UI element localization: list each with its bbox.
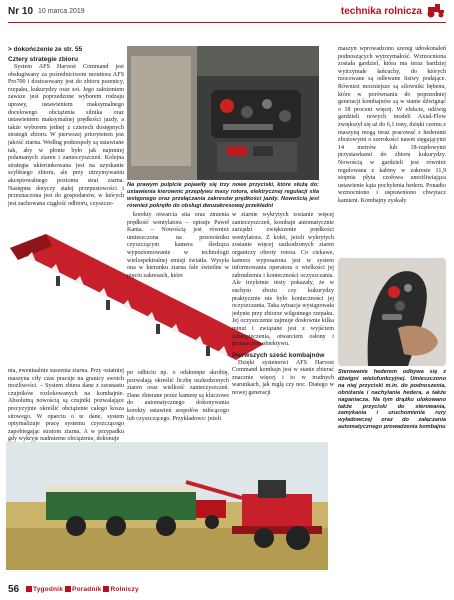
paragraph: w ziarnie wykrytych zostanie więcej zanieczyszczeń, kombajn automatycznie zarządzi zwiększenie prędkości wentylatora. Z kolei, jeżeli wykrytych zostanie więcej uszkodzonych ziaren organiczy obroty rotora. Co ciekawe, kamera wyposażona jest w system informowania operatora o wielkości jej zabrudzenia i konieczności oczyszczania. Ale trzyletnie testy pokazały, że w suchym zbożu czy kukurydzy praktycznie nie było konieczności jej oczyszczania. Taka sytuacja wystąpowała jedynie przy zbiorze wilgotnego rzepaku. Jej oczyszczenie zajmuje dosłownie kilka minut i związane jest z wyjściem zabezpieczenia, otwarciem osłony i przetarciem obiektywu. [232, 212, 334, 348]
brand-logo-square-icon [103, 586, 109, 592]
paragraph: maszyn wprowadzono szereg udoskonaleń podnoszących wytrzymałość. Wzmocniona została gardziel, która ma teraz bardziej wytrzymałe łańcuchy, do których mocowane są odlewane listwy podające. Również mocniejsze są silowniki bębenu, które w porównaniu do poprzedniej generacji kombajnów są w stanie dźwignąć o 18 procent więcej. W efekcie, udźwig gardzieli nowych modeli Axial-Flow zwiększył się aż do 6,1 tony, dzięki czemu z maszyną mogą teraz pracować z hederami zbożowymi o szerokości nawet sięgającymi 14 metrów lub 18-rzędowymi przystawkami do zbioru kukurydzy. Nowością w gardzieli jest również regulowana z kabiny w zakresie 11,9 stopnia płyta czołowa umożliwiająca ustawienie kąta pochylenia hederu. Ponadto wzmocniono i usprawniono chwytacz kamieni. Kombajny zyskały [338, 46, 446, 204]
paragraph: korekty otwarcia sita oraz zmienia prędkość wentylatora – opisuje Paweł Kania. – Nowością jest również umieszczona na przenośniku czyszczącym kamera śledząca wypoziomowanie w technologii wielospektralnej emisji światła. Wysyła ona w kierunku ziarna fale świetlne w pięciu zakresach, które [127, 212, 229, 279]
joystick-photo [338, 258, 446, 366]
cab-interior-photo [127, 46, 319, 180]
brand-logo-square-icon [26, 586, 32, 592]
right-middle-column [232, 212, 334, 398]
left-column-bottom [8, 368, 124, 444]
paragraph: System AFS Harvest Command jest obsługiwany za pośrednictwem monitora AFS Pro700 i dostosowany jest do zbioru pszenicy, rzepaku, kukurydzy oraz soi. Jego założeniem zawsze jest poprzedzone wyborem rodzaju uprawy, ustawieniem maksymalnego docelowego obciążenia silnika oraz ustawieniem maksymalnej prędkości jazdy, a także wyborem jednej z czterech dostępnych strategii zbioru. W pierwszej priorytetem jest jakość ziarna. Według podzespoły są ustawiane tak, aby w płonie było jak najmniej połamanych ziaren i zanieczyszczeń. Kolejna strategia ukierunkowana jest na uzyskanie szybkiego zbioru, ale przy utrzymywaniu akceptowalnego poziomu strat ziarna. Następna dotyczy stałej przepustowości i przeznaczona jest do gospodarstw, w których jest zachowana ciągłość odbioru, czyszcze- [8, 64, 124, 207]
footer-brand [26, 586, 139, 593]
right-column [338, 46, 446, 205]
brand-logo-square-icon [65, 586, 71, 592]
left-column-top [8, 46, 124, 208]
section-subheading: Cztery strategie zbioru [8, 56, 79, 63]
paragraph: po odbiciu np. o odsłonięte skrobię, pozwalają określić liczbę uszkodzonych ziaren oraz wielkość zanieczyszczeń. Dane zbierane przez kamerę są kluczowe do automatycznego dokonywania korekty ustawień zespołów młócącego lub czyszczącego. Przykładowo: jeżeli [127, 370, 229, 422]
issue-number: Nr 10 [8, 6, 34, 17]
joystick-caption: Sterowanie hederem odbywa się z dźwigni wielofunkcyjnej. Umieszczono na niej przyciski m.in. do podnoszenia, obniżania i nachylania hedera, a także naganiacza. Na tym drążku ulokowano także przyciski do sterowania, zamykania i uruchomienia rury wyładowczej oraz do załączania automatycznego prowadzenia kombajnu [338, 369, 446, 431]
middle-column [127, 212, 229, 280]
page-number: 56 [8, 584, 20, 595]
brand-part: Poradnik [72, 586, 102, 593]
brand-part: Tygodnik [33, 586, 64, 593]
issue-date: 10 marca 2019 [38, 8, 85, 15]
paragraph: Dzięki systemowi AFS Harvest Command kombajn jest w stanie zbierać znacznie więcej i to w trudnych warunkach, jak mglą czy noc. Diatego w nowej generacji [232, 359, 334, 397]
section-subheading: Pierwszych sześć kombajnów [232, 351, 325, 359]
continuation-note: > dokończenie ze str. 55 [8, 46, 83, 53]
cab-photo-caption: Na prawym pulpicie pojawiły się trzy nowe przyciski, które służą do: ustawienia kierownic przepływu masy rotora, elektrycznej regulacji sita wstępnego oraz przełączania zakresów prędkości jazdy. Nowością jest również pokrętło do obsługi dwuzakresowej przekładni [127, 182, 319, 209]
header-rule [8, 22, 446, 23]
section-title: technika rolnicza [340, 6, 422, 17]
paragraph: nia, ewentualnie suszenia ziarna. Przy ostatniej maszyna ciły czas pracuje na granicy swoich możliwości. – System zbiera dane z szesnastu czujników rozlokowanych na kombajnie. Absolutną nowością są czujniki pozwalające precyzyjnie określić obciążenie całego kosza sitowego. W oparciu o te dane, system optymalizuje pracę systemu czyszczącego zapobiegając stratom ziarna. A w przypadku gdy wykryje nadmierne obciążenie, dokonuje [8, 368, 124, 443]
tractor-icon [426, 4, 446, 18]
combine-field-photo [6, 442, 328, 570]
brand-part: Rolniczy [110, 586, 139, 593]
middle-column-bottom [127, 370, 229, 423]
